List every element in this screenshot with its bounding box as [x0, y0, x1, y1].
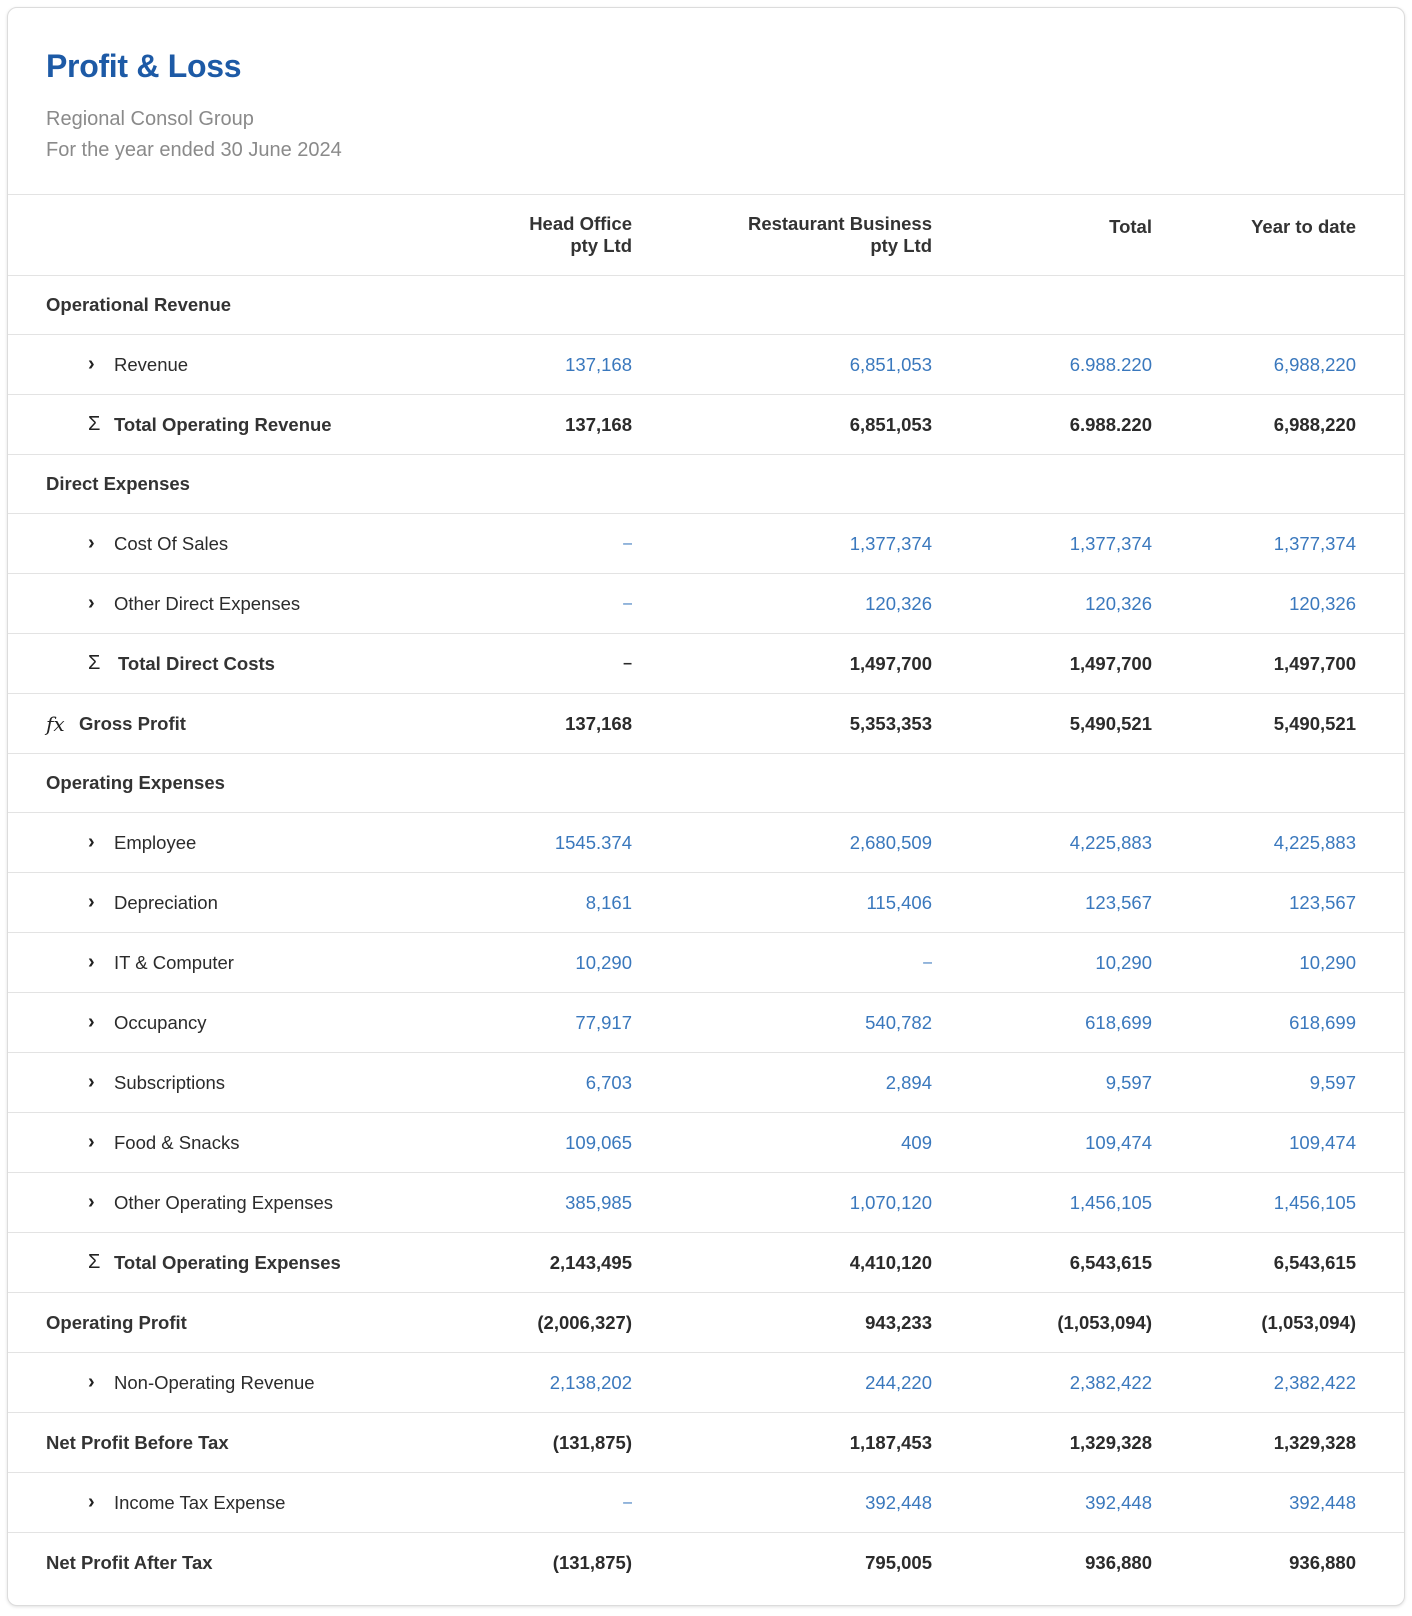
report-header [8, 8, 1404, 195]
row-label-cell [46, 1293, 187, 1352]
chevron-right-icon[interactable]: › [88, 831, 95, 853]
value-cell[interactable]: – [623, 1493, 632, 1511]
profit-loss-card [7, 7, 1405, 1606]
value-cell[interactable]: 244,220 [865, 1371, 932, 1393]
value-cell: (131,875) [552, 1431, 632, 1453]
value-cell[interactable]: 120,326 [865, 592, 932, 614]
value-cell[interactable]: 109,065 [565, 1131, 632, 1153]
chevron-right-icon[interactable]: › [88, 353, 95, 375]
row-label: Employee [114, 831, 197, 853]
value-cell[interactable]: 385,985 [565, 1191, 632, 1213]
column-header-line1: Year to date [1251, 216, 1356, 237]
row-label: Cost Of Sales [114, 532, 229, 554]
fx-icon: fx [46, 711, 65, 736]
chevron-right-icon[interactable]: › [88, 1491, 95, 1513]
value-cell[interactable]: 540,782 [865, 1011, 932, 1033]
value-cell: (2,006,327) [537, 1311, 632, 1333]
table-row [8, 1533, 1404, 1593]
column-header-line2: pty Ltd [870, 235, 932, 256]
value-cell[interactable]: 2,680,509 [849, 831, 932, 853]
value-cell[interactable]: 2,138,202 [549, 1371, 632, 1393]
row-label: IT & Computer [114, 951, 234, 973]
chevron-right-icon[interactable]: › [88, 592, 95, 614]
column-header-year-to-date[interactable] [1251, 195, 1356, 275]
value-cell: 137,168 [565, 413, 632, 435]
chevron-right-icon[interactable]: › [88, 1371, 95, 1393]
row-label: Non-Operating Revenue [114, 1371, 315, 1393]
value-cell[interactable]: 1,456,105 [1273, 1191, 1356, 1213]
value-cell: 936,880 [1085, 1552, 1152, 1573]
value-cell: 1,329,328 [1273, 1431, 1356, 1453]
table-row[interactable] [8, 873, 1404, 933]
row-label: Operating Profit [46, 1311, 187, 1333]
row-label-cell [88, 1233, 341, 1292]
row-label: Subscriptions [114, 1071, 226, 1093]
chevron-right-icon[interactable]: › [88, 532, 95, 554]
row-label-cell [88, 813, 196, 872]
row-label-cell [88, 933, 234, 992]
value-cell: 6.988.220 [1069, 413, 1152, 435]
row-label-cell [46, 754, 225, 812]
value-cell[interactable]: 120,326 [1289, 592, 1356, 614]
row-label: Food & Snacks [114, 1131, 240, 1153]
value-cell: 795,005 [865, 1552, 932, 1573]
value-cell: (1,053,094) [1057, 1311, 1152, 1333]
value-cell[interactable]: – [923, 953, 932, 971]
value-cell[interactable]: 115,406 [866, 891, 932, 913]
value-cell: 943,233 [865, 1311, 932, 1333]
value-cell[interactable]: 1,377,374 [1069, 532, 1152, 554]
section-header-row [8, 455, 1404, 514]
row-label: Other Direct Expenses [114, 592, 301, 614]
value-cell[interactable]: 77,917 [575, 1011, 632, 1033]
row-label-cell [88, 634, 275, 693]
column-header-line1: Head Office [529, 213, 632, 234]
value-cell: 5,490,521 [1273, 712, 1356, 734]
value-cell[interactable]: 10,290 [575, 951, 632, 973]
row-label: Depreciation [114, 891, 218, 913]
chevron-right-icon[interactable]: › [88, 1071, 95, 1093]
section-header-row [8, 754, 1404, 813]
value-cell: 1,187,453 [849, 1431, 932, 1453]
value-cell: 1,497,700 [849, 652, 932, 674]
value-cell[interactable]: 618,699 [1289, 1011, 1356, 1033]
table-row[interactable] [8, 1473, 1404, 1533]
column-header-line2: pty Ltd [570, 235, 632, 256]
row-label-cell [88, 335, 188, 394]
value-cell[interactable]: 1,456,105 [1069, 1191, 1152, 1213]
value-cell: 137,168 [565, 712, 632, 734]
value-cell[interactable]: 2,382,422 [1273, 1371, 1356, 1393]
row-label-cell [88, 395, 332, 454]
value-cell[interactable]: 6,988,220 [1273, 353, 1356, 375]
value-cell[interactable]: 1,377,374 [849, 532, 932, 554]
value-cell[interactable]: 8,161 [585, 891, 632, 913]
entity-name: Regional Consol Group [46, 108, 254, 130]
value-cell: 1,497,700 [1273, 652, 1356, 674]
row-label: Total Operating Revenue [114, 413, 332, 435]
row-label: Revenue [114, 353, 189, 375]
row-label-cell [46, 276, 231, 334]
sigma-icon: Σ [88, 652, 101, 674]
row-label: Operational Revenue [46, 294, 232, 315]
row-label-cell [46, 1533, 213, 1593]
row-label-cell [88, 1173, 333, 1232]
row-label-cell [88, 1473, 285, 1532]
chevron-right-icon[interactable]: › [88, 1191, 95, 1213]
table-row[interactable] [8, 933, 1404, 993]
value-cell[interactable]: 2,894 [885, 1071, 932, 1093]
value-cell: 2,143,495 [549, 1251, 632, 1273]
sigma-icon: Σ [88, 1251, 101, 1273]
row-label: Other Operating Expenses [114, 1191, 334, 1213]
value-cell[interactable]: 10,290 [1095, 951, 1152, 973]
value-cell: 4,410,120 [849, 1251, 932, 1273]
value-cell[interactable]: 2,382,422 [1069, 1371, 1152, 1393]
chevron-right-icon[interactable]: › [88, 1131, 95, 1153]
value-cell[interactable]: 392,448 [865, 1491, 932, 1513]
value-cell[interactable]: 6.988.220 [1069, 353, 1152, 375]
value-cell[interactable]: 4,225,883 [1273, 831, 1356, 853]
table-row[interactable] [8, 1053, 1404, 1113]
value-cell[interactable]: 4,225,883 [1069, 831, 1152, 853]
row-label-cell [88, 514, 228, 573]
row-label-cell [88, 873, 218, 932]
table-row [8, 395, 1404, 455]
row-label: Gross Profit [79, 712, 186, 734]
chevron-right-icon[interactable]: › [88, 891, 95, 913]
table-row[interactable] [8, 1173, 1404, 1233]
value-cell[interactable]: 137,168 [565, 353, 632, 375]
column-header-line1: Restaurant Business [747, 213, 932, 234]
value-cell[interactable]: 9,597 [1105, 1071, 1152, 1093]
value-cell[interactable]: 618,699 [1085, 1011, 1152, 1033]
table-row [8, 1233, 1404, 1293]
value-cell[interactable]: 392,448 [1289, 1491, 1356, 1513]
value-cell[interactable]: 123,567 [1289, 891, 1356, 913]
table-row[interactable] [8, 514, 1404, 574]
value-cell[interactable]: 9,597 [1309, 1071, 1356, 1093]
value-cell[interactable]: 6,851,053 [849, 353, 932, 375]
value-cell: 5,490,521 [1069, 712, 1152, 734]
row-label-cell [46, 694, 186, 753]
row-label: Operating Expenses [46, 772, 225, 793]
value-cell[interactable]: 10,290 [1299, 951, 1356, 973]
column-header-line1: Total [1109, 216, 1152, 237]
table-row [8, 694, 1404, 754]
section-header-row [8, 276, 1404, 335]
table-row [8, 1413, 1404, 1473]
table-row[interactable] [8, 335, 1404, 395]
value-cell: 6,543,615 [1273, 1251, 1356, 1273]
value-cell[interactable]: 1545.374 [554, 831, 632, 853]
report-rows [8, 276, 1404, 1593]
value-cell[interactable]: 1,070,120 [849, 1191, 932, 1213]
value-cell[interactable]: – [623, 534, 632, 552]
row-label-cell [88, 1113, 239, 1172]
row-label: Direct Expenses [46, 473, 190, 494]
value-cell: 6,988,220 [1273, 413, 1356, 435]
value-cell: 936,880 [1289, 1552, 1356, 1573]
table-row [8, 1293, 1404, 1353]
value-cell: 1,329,328 [1069, 1431, 1152, 1453]
row-label: Occupancy [114, 1011, 207, 1033]
report-period: For the year ended 30 June 2024 [46, 139, 342, 161]
row-label: Income Tax Expense [114, 1491, 286, 1513]
value-cell[interactable]: 1,377,374 [1273, 532, 1356, 554]
column-header-restaurant-business[interactable] [748, 195, 932, 275]
value-cell: 5,353,353 [849, 712, 932, 734]
value-cell: 6,851,053 [849, 413, 932, 435]
chevron-right-icon[interactable]: › [88, 1011, 95, 1033]
value-cell[interactable]: 123,567 [1085, 891, 1152, 913]
row-label-cell [46, 1413, 229, 1472]
value-cell: – [623, 654, 632, 672]
table-row[interactable] [8, 1353, 1404, 1413]
row-label: Total Direct Costs [118, 652, 275, 674]
sigma-icon: Σ [88, 413, 101, 435]
table-row [8, 634, 1404, 694]
value-cell[interactable]: 6,703 [585, 1071, 632, 1093]
table-row[interactable] [8, 813, 1404, 873]
value-cell[interactable]: 120,326 [1085, 592, 1152, 614]
table-row[interactable] [8, 574, 1404, 634]
value-cell: 6,543,615 [1069, 1251, 1152, 1273]
value-cell: (1,053,094) [1261, 1311, 1356, 1333]
table-row[interactable] [8, 993, 1404, 1053]
value-cell: 1,497,700 [1069, 652, 1152, 674]
row-label-cell [88, 574, 300, 633]
row-label: Total Operating Expenses [114, 1251, 341, 1273]
page-title: Profit & Loss [46, 48, 242, 84]
column-header-total[interactable] [1109, 195, 1152, 275]
value-cell[interactable]: 392,448 [1085, 1491, 1152, 1513]
row-label: Net Profit After Tax [46, 1552, 213, 1573]
row-label-cell [88, 1053, 225, 1112]
row-label-cell [88, 1353, 315, 1412]
row-label-cell [46, 455, 190, 513]
value-cell[interactable]: 109,474 [1085, 1131, 1152, 1153]
chevron-right-icon[interactable]: › [88, 951, 95, 973]
table-row[interactable] [8, 1113, 1404, 1173]
value-cell[interactable]: – [623, 594, 632, 612]
column-header-row [8, 195, 1404, 276]
column-header-head-office[interactable] [529, 195, 632, 275]
row-label-cell [88, 993, 207, 1052]
value-cell[interactable]: 109,474 [1289, 1131, 1356, 1153]
value-cell[interactable]: 409 [901, 1131, 932, 1153]
value-cell: (131,875) [552, 1552, 632, 1573]
row-label: Net Profit Before Tax [46, 1431, 229, 1453]
